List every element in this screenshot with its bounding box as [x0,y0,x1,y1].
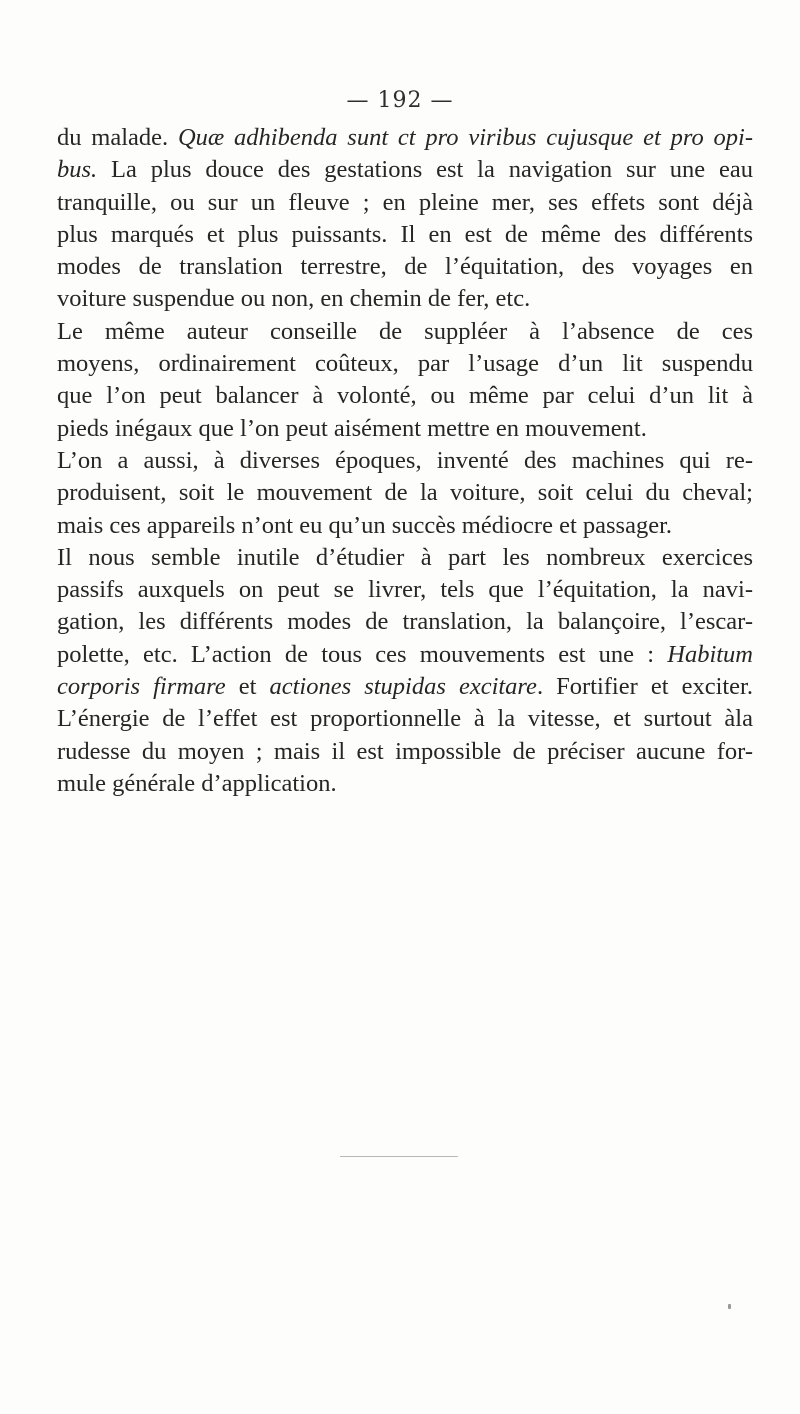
text-run: du malade. [57,124,178,151]
text-run: mule générale d’application. [57,769,337,797]
text-line [57,477,753,509]
text-line [57,639,753,671]
text-line [57,606,753,638]
text-run: modes de translation terrestre, de l’équitation, des voyages en [57,253,753,281]
text-line [57,348,753,380]
ink-speck [728,1304,731,1309]
text-run: . Fortifier et exciter. [536,673,753,701]
body-text [57,122,753,800]
italic-latin-phrase: actiones stupidas excitare [269,673,537,701]
text-line [57,671,753,703]
text-line [57,445,753,477]
text-line [57,574,753,606]
text-line [57,219,753,251]
text-line [57,122,753,154]
text-line [57,154,753,186]
text-run: voiture suspendue ou non, en chemin de fer, etc. [57,285,531,313]
text-line [57,736,753,768]
text-run: tranquille, ou sur un fleuve ; en pleine mer, ses effets sont déjà [57,188,753,216]
text-line [57,542,753,574]
text-run: L’on a aussi, à diverses époques, inventé des machines qui re- [57,446,753,474]
text-run: Le même auteur conseille de suppléer à l’absence de ces [57,317,753,345]
italic-latin-phrase: Habitum [667,640,753,668]
end-rule [340,1156,458,1157]
text-run: passifs auxquels on peut se livrer, tels que l’équitation, la navi- [57,576,753,604]
text-run: rudesse du moyen ; mais il est impossible de préciser aucune for- [57,737,753,765]
text-run: mais ces appareils n’ont eu qu’un succès médiocre et passager. [57,511,673,539]
text-run: polette, etc. L’action de tous ces mouvements est une : [57,640,668,668]
italic-latin-phrase: Quæ adhibenda sunt ct pro viribus cujusque et pro opi- [177,124,753,151]
text-run: La plus douce des gestations est la navigation sur une eau [97,156,753,184]
page-number: — 192 — [346,88,454,113]
text-run: Il nous semble inutile d’étudier à part les nombreux exercices [57,543,753,571]
text-run: que l’on peut balancer à volonté, ou même par celui d’un lit à [57,382,753,410]
text-run: moyens, ordinairement coûteux, par l’usage d’un lit suspendu [57,350,753,378]
text-line [57,187,753,219]
text-run: produisent, soit le mouvement de la voiture, soit celui du cheval; [57,479,753,507]
text-line [57,380,753,412]
text-run: pieds inégaux que l’on peut aisément mettre en mouvement. [57,414,647,442]
text-line [57,283,753,315]
text-line [57,316,753,348]
text-line [57,251,753,283]
italic-latin-phrase: corporis firmare [57,673,226,701]
text-line [57,768,753,800]
text-line [57,510,753,542]
text-run: plus marqués et plus puissants. Il en est de même des différents [57,220,753,248]
text-line [57,413,753,445]
text-run: et [225,673,270,701]
text-run: L’énergie de l’effet est proportionnelle à la vitesse, et surtout àla [57,705,753,733]
italic-latin-phrase: bus. [57,156,98,184]
text-run: gation, les différents modes de translation, la balançoire, l’escar- [57,608,753,636]
text-line [57,703,753,735]
